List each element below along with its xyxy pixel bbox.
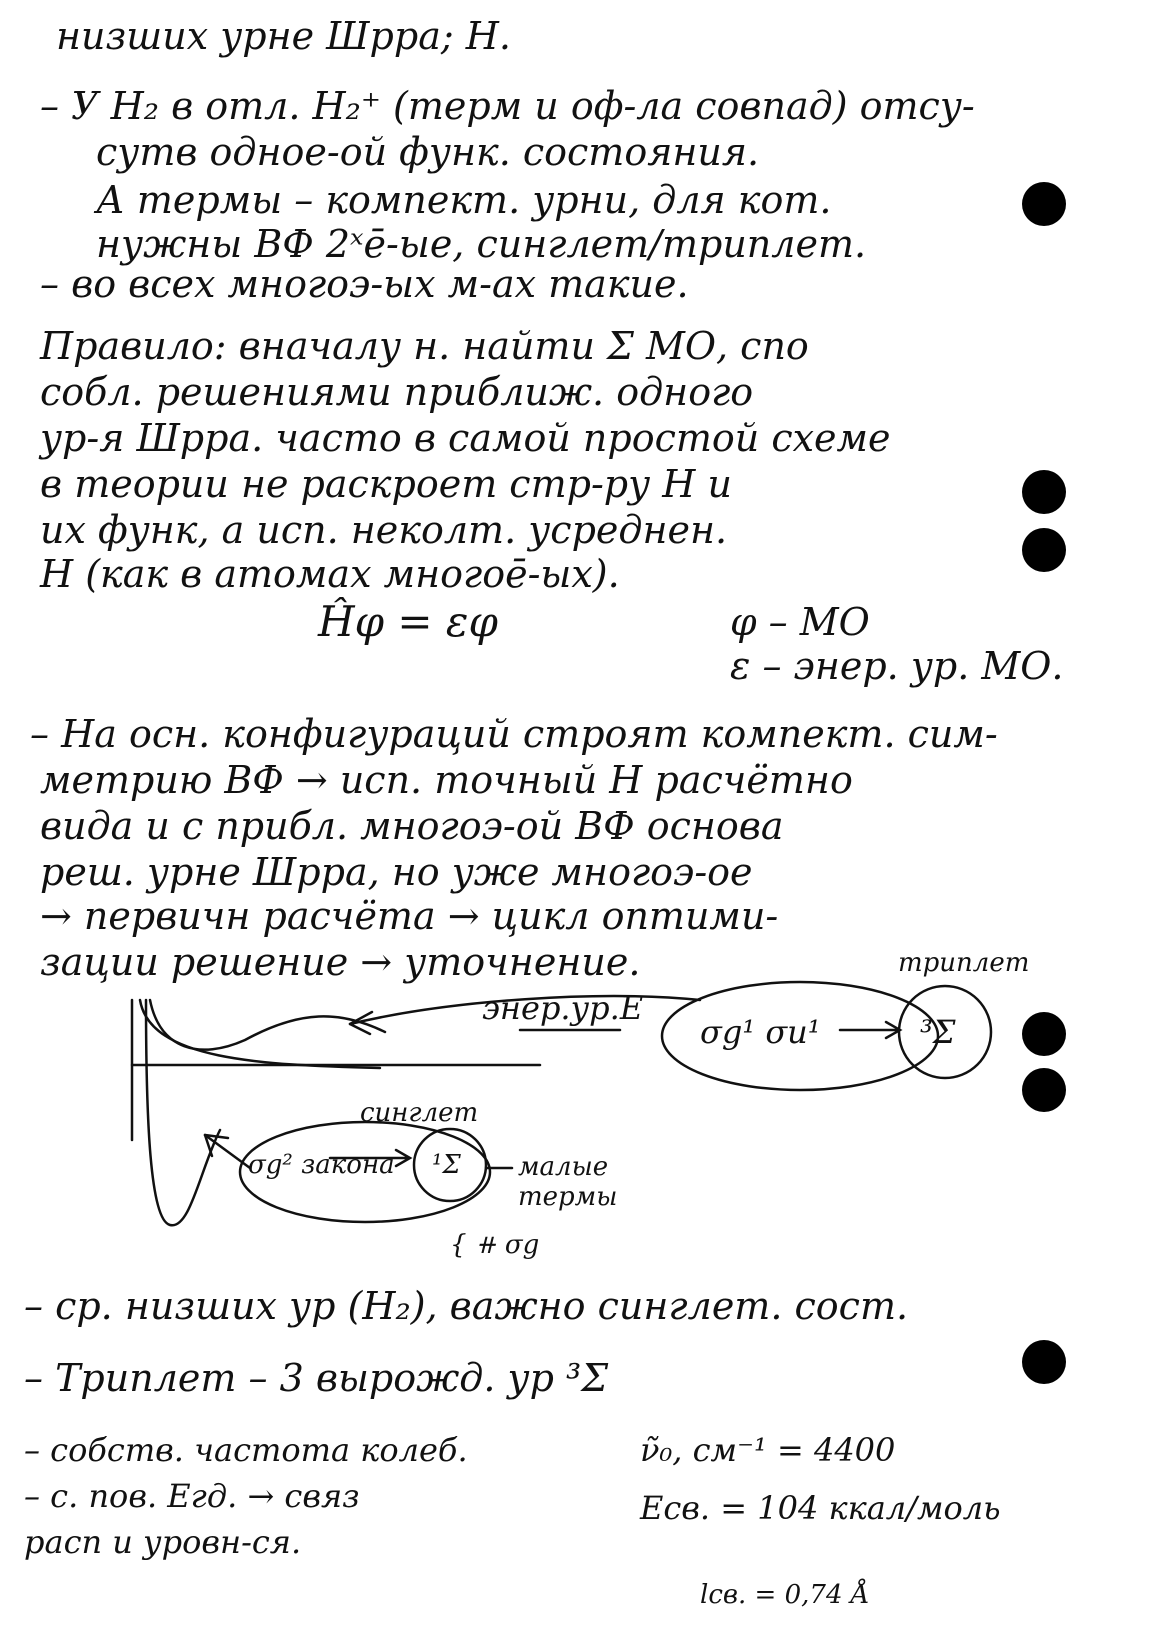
schrodinger-formula: Ĥφ = εφ xyxy=(318,597,498,646)
note-line: – На осн. конфигураций строят компект. сим- xyxy=(30,712,998,756)
note-line: ур-я Шрра. часто в самой простой схеме xyxy=(40,416,891,460)
singlet-label: синглет xyxy=(360,1098,479,1128)
definition-line: φ – МО xyxy=(730,600,870,644)
triplet-label: триплет xyxy=(898,948,1030,978)
note-line: метрию ВФ → исп. точный Н расчётно xyxy=(40,758,853,802)
note-line: – Триплет – 3 вырожд. ур ³Σ xyxy=(24,1356,609,1400)
value-line: lсв. = 0,74 Å xyxy=(700,1580,870,1610)
note-line: их функ, а исп. неколт. усреднен. xyxy=(40,508,728,552)
term-top: ³Σ xyxy=(920,1013,956,1051)
note-line: в теории не раскроет стр-ру Н и xyxy=(40,462,732,506)
note-line: реш. урне Шрра, но уже многоэ-ое xyxy=(40,850,753,894)
note-line: нужны ВФ 2ˣē-ые, синглет/триплет. xyxy=(96,222,867,266)
bottom-note: { ⧺ σg xyxy=(450,1230,540,1260)
config-bottom: σg² закона xyxy=(248,1150,395,1180)
note-line: зации решение → уточнение. xyxy=(40,940,641,984)
note-line: – собств. частота колеб. xyxy=(24,1431,468,1469)
value-line: ν̃₀, см⁻¹ = 4400 xyxy=(640,1431,896,1469)
note-line: А термы – компект. урни, для кот. xyxy=(96,178,832,222)
note-line: низших урне Шрра; Н. xyxy=(56,14,511,58)
note-line: – ср. низших ур (Н₂), важно синглет. сост. xyxy=(24,1284,909,1328)
repulsive-curve-2 xyxy=(140,1000,380,1068)
note-line: Н (как в атомах многоē-ых). xyxy=(40,552,620,596)
note-line: сутв одноe-ой функ. состояния. xyxy=(96,130,760,174)
config-top: σg¹ σu¹ xyxy=(700,1013,821,1051)
terms-label: малые термы xyxy=(518,1152,618,1212)
note-line: Правило: вначалу н. найти Σ МО, спо xyxy=(40,324,809,368)
config-arrow-top xyxy=(840,1022,900,1038)
note-line: – с. пов. Егд. → связ xyxy=(24,1477,360,1515)
definition-line: ε – энер. ур. МО. xyxy=(730,644,1064,688)
note-line: → первичн расчёта → цикл оптими- xyxy=(40,894,779,938)
note-line: – во всех многоэ-ых м-ах такие. xyxy=(40,262,689,306)
energy-label: энер.ур.Е xyxy=(482,989,644,1027)
note-line: расп и уровн-ся. xyxy=(24,1523,302,1561)
value-line: Есв. = 104 ккал/моль xyxy=(640,1489,1001,1527)
term-bottom: ¹Σ xyxy=(432,1150,461,1180)
bound-curve xyxy=(146,1000,220,1225)
note-line: вида и с прибл. многоэ-ой ВФ основа xyxy=(40,804,784,848)
note-line: собл. решениями приближ. одного xyxy=(40,370,754,414)
note-line: – У Н₂ в отл. Н₂⁺ (терм и оф-ла совпад) отсу- xyxy=(40,84,975,128)
